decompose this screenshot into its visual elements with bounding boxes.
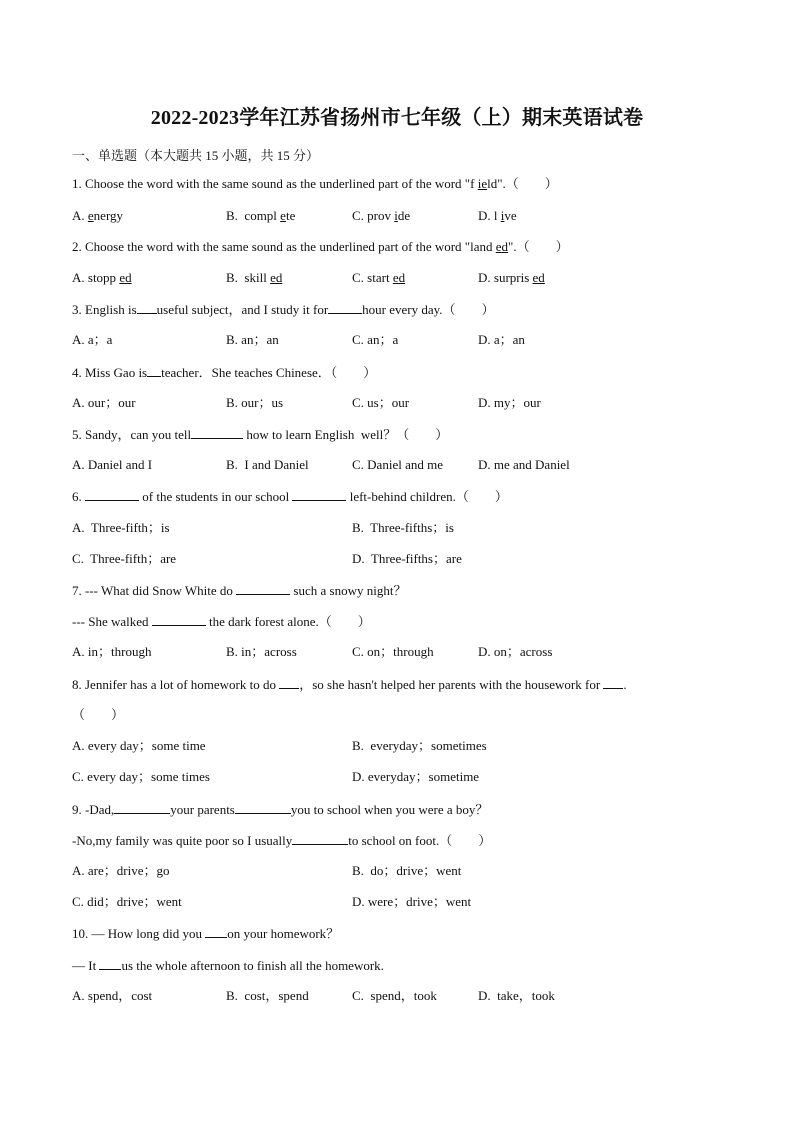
q10-option-d[interactable]: D. take，took (478, 988, 555, 1003)
q4-option-d[interactable]: D. my；our (478, 395, 541, 410)
answer-blank[interactable] (279, 676, 299, 689)
answer-blank[interactable] (147, 364, 161, 377)
q3-option-d[interactable]: D. a；an (478, 332, 525, 347)
question-5: 5. Sandy，can you tell how to learn English well？（ ） (72, 427, 449, 442)
q9-option-a[interactable]: A. are；drive；go (72, 863, 170, 878)
q10-option-c[interactable]: C. spend，took (352, 988, 437, 1003)
q1-option-b[interactable]: B. compl ete (226, 208, 296, 223)
question-9: 9. -Dad, your parents you to school when you were a boy？ (72, 802, 489, 817)
q7-option-c[interactable]: C. on；through (352, 644, 434, 659)
q9-option-b[interactable]: B. do；drive；went (352, 863, 462, 878)
answer-blank[interactable] (99, 957, 121, 970)
question-7-reply: --- She walked the dark forest alone.（ ） (72, 614, 371, 629)
q6-option-d[interactable]: D. Three-fifths；are (352, 551, 462, 566)
q5-option-a[interactable]: A. Daniel and I (72, 457, 153, 472)
answer-blank[interactable] (328, 301, 362, 314)
q6-option-b[interactable]: B. Three-fifths；is (352, 520, 454, 535)
q3-option-a[interactable]: A. a；a (72, 332, 113, 347)
answer-blank[interactable] (152, 613, 206, 626)
q9-option-d[interactable]: D. were；drive；went (352, 894, 472, 909)
question-8: 8. Jennifer has a lot of homework to do ，so she hasn't helped her parents with the housework for . (72, 677, 627, 692)
q4-option-b[interactable]: B. our；us (226, 395, 284, 410)
question-10: 10. — How long did you on your homework？ (72, 926, 340, 941)
answer-blank[interactable] (603, 676, 623, 689)
q1-option-c[interactable]: C. prov ide (352, 208, 411, 223)
q1-option-a[interactable]: A. energy (72, 208, 124, 223)
answer-blank[interactable] (292, 832, 348, 845)
q3-option-b[interactable]: B. an；an (226, 332, 279, 347)
q4-option-c[interactable]: C. us；our (352, 395, 410, 410)
answer-blank[interactable] (137, 301, 157, 314)
q9-option-c[interactable]: C. did；drive；went (72, 894, 182, 909)
q8-option-d[interactable]: D. everyday；sometime (352, 769, 480, 784)
answer-blank[interactable] (236, 582, 290, 595)
q8-option-a[interactable]: A. every day；some time (72, 738, 206, 753)
q6-option-a[interactable]: A. Three-fifth；is (72, 520, 170, 535)
q3-option-c[interactable]: C. an；a (352, 332, 399, 347)
q2-option-c[interactable]: C. start ed (352, 270, 406, 285)
q5-option-b[interactable]: B. I and Daniel (226, 457, 309, 472)
q2-option-d[interactable]: D. surpris ed (478, 270, 545, 285)
question-4: 4. Miss Gao is teacher．She teaches Chinese．（ ） (72, 365, 377, 380)
answer-blank[interactable] (205, 925, 227, 938)
answer-blank[interactable] (85, 488, 139, 501)
q8-option-b[interactable]: B. everyday；sometimes (352, 738, 487, 753)
question-10-reply: — It us the whole afternoon to finish all the homework. (72, 958, 384, 973)
q8-option-c[interactable]: C. every day；some times (72, 769, 210, 784)
q10-option-a[interactable]: A. spend，cost (72, 988, 153, 1003)
q10-option-b[interactable]: B. cost，spend (226, 988, 309, 1003)
question-2: 2. Choose the word with the same sound as the underlined part of the word "land ed".（ ） (72, 239, 569, 254)
section-heading: 一、单选题（本大题共 15 小题，共 15 分） (72, 148, 320, 163)
q1-option-d[interactable]: D. l ive (478, 208, 517, 223)
q5-option-c[interactable]: C. Daniel and me (352, 457, 443, 472)
page-title: 2022-2023学年江苏省扬州市七年级（上）期末英语试卷 (150, 107, 644, 129)
question-9-reply: -No,my family was quite poor so I usually to school on foot.（ ） (72, 833, 492, 848)
q4-option-a[interactable]: A. our；our (72, 395, 136, 410)
question-8-bracket: （ ） (72, 707, 125, 722)
answer-blank[interactable] (292, 488, 346, 501)
answer-blank[interactable] (114, 801, 170, 814)
question-7: 7. --- What did Snow White do such a snowy night？ (72, 583, 407, 598)
q2-option-a[interactable]: A. stopp ed (72, 270, 132, 285)
answer-blank[interactable] (191, 426, 243, 439)
question-3: 3. English is useful subject，and I study it for hour every day.（ ） (72, 302, 495, 317)
question-1: 1. Choose the word with the same sound as the underlined part of the word "f ield".（ ） (72, 176, 558, 191)
q7-option-d[interactable]: D. on；across (478, 644, 553, 659)
q6-option-c[interactable]: C. Three-fifth；are (72, 551, 177, 566)
q5-option-d[interactable]: D. me and Daniel (478, 457, 570, 472)
q7-option-b[interactable]: B. in；across (226, 644, 297, 659)
question-6: 6. of the students in our school left-behind children.（ ） (72, 489, 508, 504)
q2-option-b[interactable]: B. skill ed (226, 270, 283, 285)
q7-option-a[interactable]: A. in；through (72, 644, 152, 659)
answer-blank[interactable] (235, 801, 291, 814)
